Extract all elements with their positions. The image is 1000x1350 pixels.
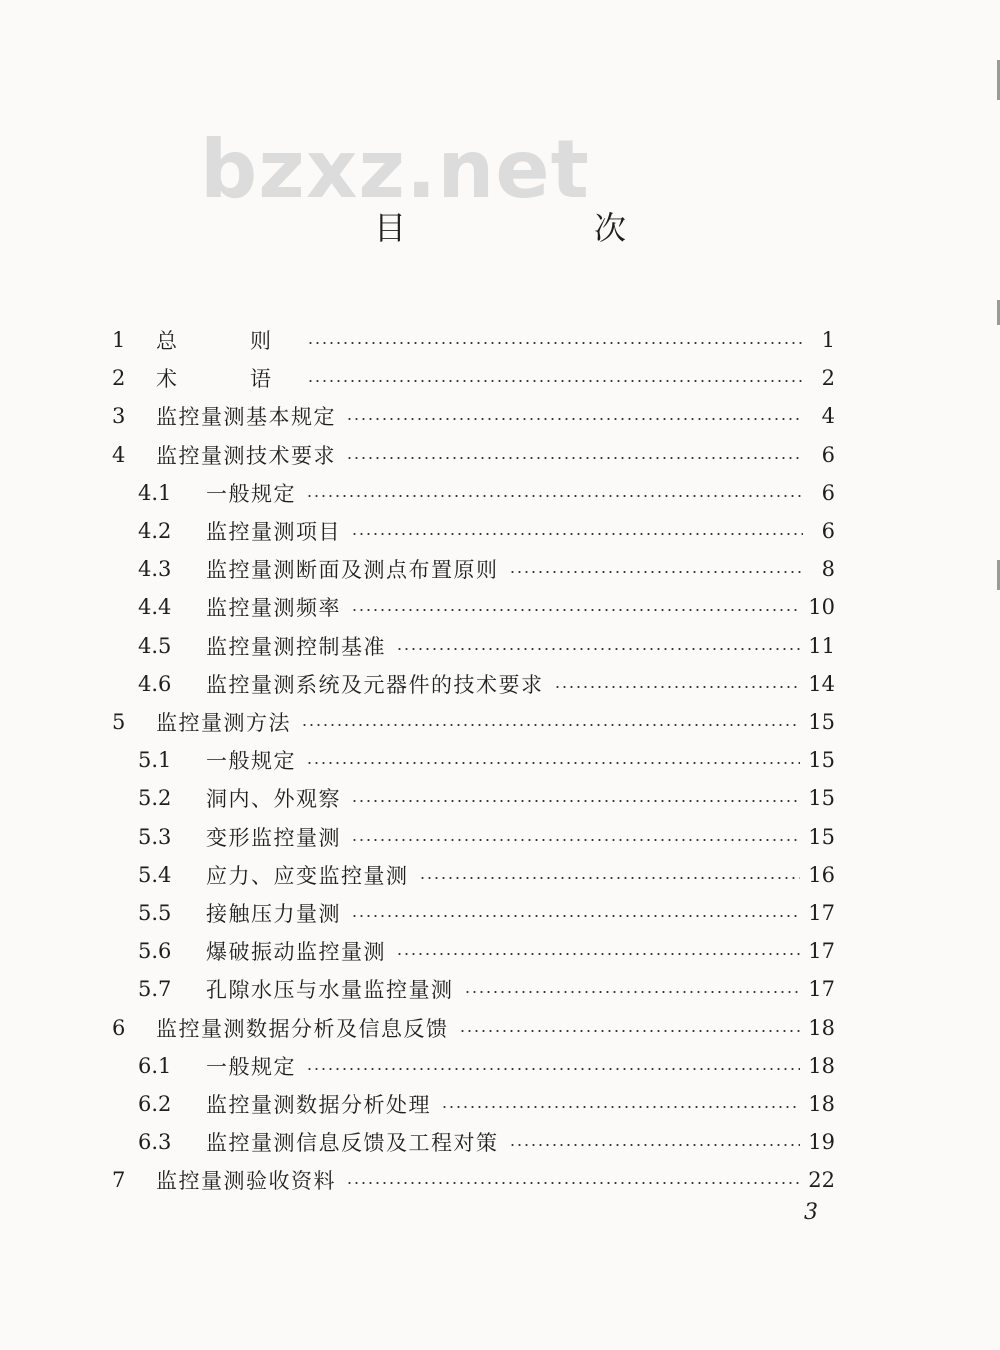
toc-entry-page: 17 <box>808 901 835 925</box>
toc-entry-number: 4 <box>112 442 126 467</box>
toc-entry-title: 监控量测项目 <box>206 520 341 544</box>
toc-entry-page: 15 <box>808 748 835 773</box>
toc-entry[interactable] <box>112 1009 835 1047</box>
toc-entry[interactable] <box>112 359 835 397</box>
toc-entry-number: 4.6 <box>138 671 172 696</box>
toc-entry[interactable] <box>138 779 835 817</box>
toc-entry-number: 5.7 <box>138 977 172 1002</box>
toc-entry-number: 4.4 <box>138 595 172 620</box>
toc-entry-number: 4.2 <box>138 519 172 543</box>
toc-leader-dots <box>301 724 800 726</box>
page-title: 目 次 <box>373 209 704 247</box>
toc-entry-page: 6 <box>821 442 835 467</box>
toc-entry-number: 3 <box>112 404 126 429</box>
toc-entry-page: 22 <box>808 1168 835 1193</box>
toc-entry-title: 应力、应变监控量测 <box>206 863 409 888</box>
toc-leader-dots <box>509 1144 801 1146</box>
toc-entry-page: 17 <box>808 939 835 964</box>
toc-entry-page: 19 <box>808 1130 835 1155</box>
toc-entry-page: 14 <box>808 671 835 696</box>
toc-entry-page: 11 <box>808 633 835 658</box>
toc-leader-dots <box>346 457 803 459</box>
toc-entry[interactable] <box>138 818 835 856</box>
toc-entry-number: 5.1 <box>138 748 172 773</box>
toc-leader-dots <box>396 648 800 650</box>
toc-entry[interactable] <box>138 665 835 703</box>
toc-entry-page: 15 <box>808 710 835 734</box>
toc-entry-number: 5.5 <box>138 901 172 925</box>
toc-leader-dots <box>306 1068 800 1070</box>
toc-entry-page: 16 <box>808 862 835 887</box>
toc-entry-page: 18 <box>808 1053 835 1078</box>
toc-entry-page: 1 <box>821 328 835 352</box>
toc-entry-title: 监控量测信息反馈及工程对策 <box>206 1131 499 1156</box>
toc-entry-number: 2 <box>112 366 126 391</box>
toc-entry[interactable] <box>138 1123 835 1161</box>
toc-entry-number: 5.6 <box>138 939 172 964</box>
toc-entry-title: 爆破振动监控量测 <box>206 940 386 965</box>
toc-entry[interactable] <box>138 1085 835 1123</box>
toc-entry[interactable] <box>138 856 835 894</box>
toc-leader-dots <box>351 609 800 611</box>
toc-entry-title: 监控量测数据分析及信息反馈 <box>156 1016 449 1041</box>
toc-leader-dots <box>351 915 800 917</box>
toc-entry-page: 6 <box>821 480 835 505</box>
toc-entry-title: 洞内、外观察 <box>206 787 341 812</box>
page-number: 3 <box>804 1200 818 1225</box>
toc-entry-page: 6 <box>821 519 835 543</box>
toc-entry[interactable] <box>112 436 835 474</box>
toc-entry[interactable] <box>138 627 835 665</box>
toc-leader-dots <box>419 877 801 879</box>
toc-leader-dots <box>351 800 800 802</box>
toc-leader-dots <box>306 495 803 497</box>
toc-leader-dots <box>307 342 803 344</box>
toc-entry[interactable] <box>112 397 835 435</box>
toc-entry[interactable] <box>138 932 835 970</box>
toc-entry-title: 变形监控量测 <box>206 825 341 850</box>
toc-entry[interactable] <box>138 970 835 1008</box>
toc-entry-number: 4.3 <box>138 557 172 582</box>
toc-entry-number: 6.3 <box>138 1130 172 1155</box>
toc-entry-title: 监控量测频率 <box>206 596 341 621</box>
toc-entry-number: 7 <box>112 1168 126 1193</box>
toc-entry-title: 监控量测方法 <box>156 711 291 735</box>
toc-entry[interactable] <box>112 1161 835 1199</box>
toc-entry-number: 1 <box>112 328 126 352</box>
toc-entry-title: 一般规定 <box>206 1054 296 1079</box>
toc-leader-dots <box>306 762 800 764</box>
toc-leader-dots <box>464 991 801 993</box>
toc-entry-number: 5.3 <box>138 824 172 849</box>
toc-entry[interactable] <box>138 550 835 588</box>
toc-entry[interactable] <box>112 321 835 359</box>
toc-entry-page: 15 <box>808 824 835 849</box>
toc-entry[interactable] <box>138 588 835 626</box>
toc-entry-title: 监控量测基本规定 <box>156 405 336 430</box>
toc-leader-dots <box>396 953 800 955</box>
toc-entry-page: 18 <box>808 1015 835 1040</box>
toc-entry-page: 4 <box>821 404 835 429</box>
toc-entry-title: 孔隙水压与水量监控量测 <box>206 978 454 1003</box>
toc-entry-page: 8 <box>821 557 835 582</box>
toc-leader-dots <box>509 571 804 573</box>
toc-entry-title: 监控量测控制基准 <box>206 634 386 659</box>
toc-entry-title: 总 则 <box>156 329 297 353</box>
toc-leader-dots <box>441 1106 800 1108</box>
toc-leader-dots <box>351 533 803 535</box>
toc-entry[interactable] <box>112 703 835 741</box>
toc-leader-dots <box>307 380 803 382</box>
toc-entry-number: 5 <box>112 710 126 734</box>
toc-entry-page: 18 <box>808 1092 835 1116</box>
toc-entry-page: 2 <box>821 366 835 391</box>
toc-leader-dots <box>351 839 800 841</box>
toc-entry-title: 监控量测断面及测点布置原则 <box>206 558 499 583</box>
toc-entry-number: 6.1 <box>138 1053 172 1078</box>
toc-entry-title: 一般规定 <box>206 749 296 774</box>
toc-entry-title: 一般规定 <box>206 481 296 506</box>
toc-entry-page: 15 <box>808 786 835 811</box>
toc-entry-title: 监控量测系统及元器件的技术要求 <box>206 672 544 697</box>
toc-entry-number: 4.5 <box>138 633 172 658</box>
toc-entry-page: 17 <box>808 977 835 1002</box>
watermark: bzxz.net <box>200 123 590 216</box>
toc-entry-number: 6 <box>112 1015 126 1040</box>
toc-entry-number: 5.2 <box>138 786 172 811</box>
toc-entry[interactable] <box>138 741 835 779</box>
toc-entry[interactable] <box>138 894 835 932</box>
toc-entry[interactable] <box>138 512 835 550</box>
toc-entry-title: 监控量测技术要求 <box>156 443 336 468</box>
toc-leader-dots <box>459 1030 801 1032</box>
toc-leader-dots <box>346 418 803 420</box>
toc-entry-number: 5.4 <box>138 862 172 887</box>
toc-entry[interactable] <box>138 1047 835 1085</box>
toc-entry-title: 术 语 <box>156 367 297 392</box>
toc-entry[interactable] <box>138 474 835 512</box>
toc-leader-dots <box>346 1182 800 1184</box>
toc-entry-number: 6.2 <box>138 1092 172 1116</box>
toc-entry-title: 监控量测验收资料 <box>156 1169 336 1194</box>
toc-entry-title: 监控量测数据分析处理 <box>206 1093 431 1117</box>
toc-entry-page: 10 <box>808 595 835 620</box>
toc-entry-title: 接触压力量测 <box>206 902 341 926</box>
toc-leader-dots <box>554 686 801 688</box>
toc-entry-number: 4.1 <box>138 480 172 505</box>
